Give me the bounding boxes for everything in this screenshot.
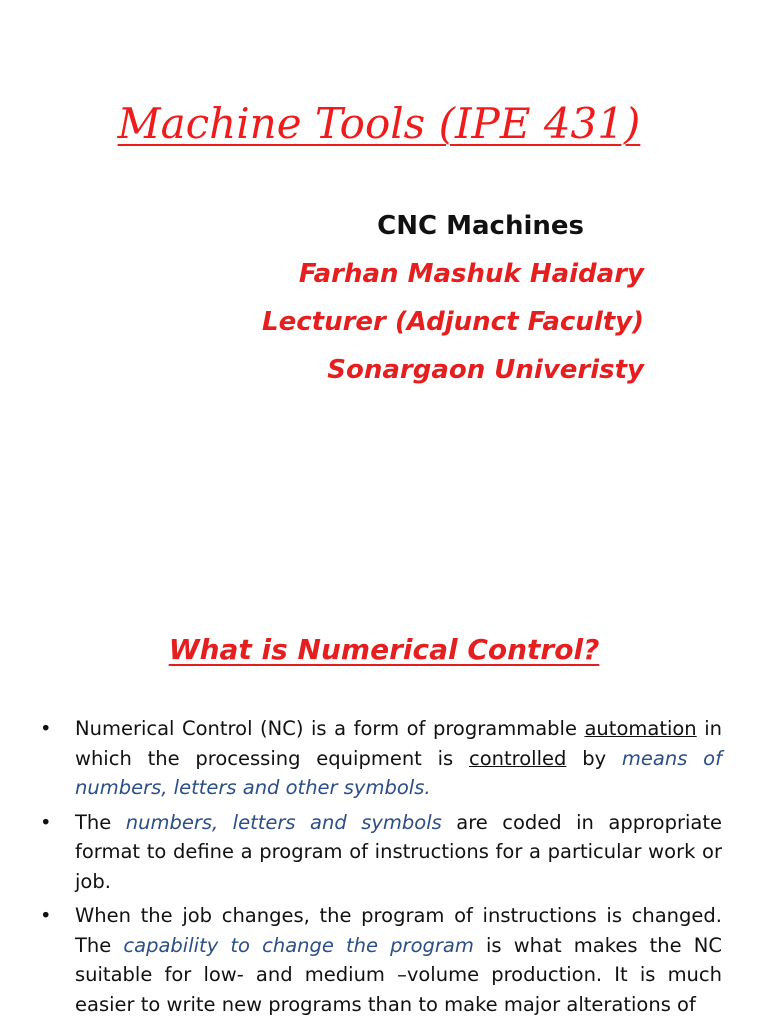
bullet-text: When the job changes, the program of instructions is changed. The	[75, 904, 722, 957]
emphasized-text: capability to change the program	[123, 933, 474, 957]
list-item	[40, 808, 722, 897]
bullet-icon: •	[40, 904, 52, 927]
bullet-text: are coded in appropriate format to define a program of instructions for a particular work or job.	[75, 810, 723, 893]
bullet-icon: •	[40, 717, 52, 740]
institution-name: Sonargaon Univeristy	[327, 355, 644, 385]
author-name: Farhan Mashuk Haidary	[298, 259, 644, 289]
bullet-text: Numerical Control (NC) is a form of programmable	[75, 717, 585, 740]
bullet-text: in which the processing equipment is	[75, 717, 722, 770]
section-heading: What is Numerical Control?	[168, 633, 600, 666]
bullet-icon: •	[40, 810, 52, 834]
bullet-list	[40, 714, 722, 1024]
bullet-text: The	[75, 810, 126, 834]
author-position: Lecturer (Adjunct Faculty)	[262, 307, 644, 337]
underlined-term: controlled	[469, 746, 567, 770]
slide-subtitle: CNC Machines	[377, 211, 584, 241]
emphasized-text: numbers, letters and symbols	[125, 810, 442, 834]
slide-title: Machine Tools (IPE 431)	[117, 99, 641, 148]
bullet-text: by	[566, 746, 622, 770]
list-item	[40, 901, 722, 1019]
title-info-block	[262, 202, 644, 394]
underlined-term: automation	[584, 717, 697, 740]
bullet-text: is what makes the NC suitable for low- and medium –volume production. It is much easier to write new programs than to make major alterations of	[75, 933, 722, 1016]
emphasized-text: means of numbers, letters and other symbols.	[75, 746, 722, 799]
list-item	[40, 714, 722, 803]
